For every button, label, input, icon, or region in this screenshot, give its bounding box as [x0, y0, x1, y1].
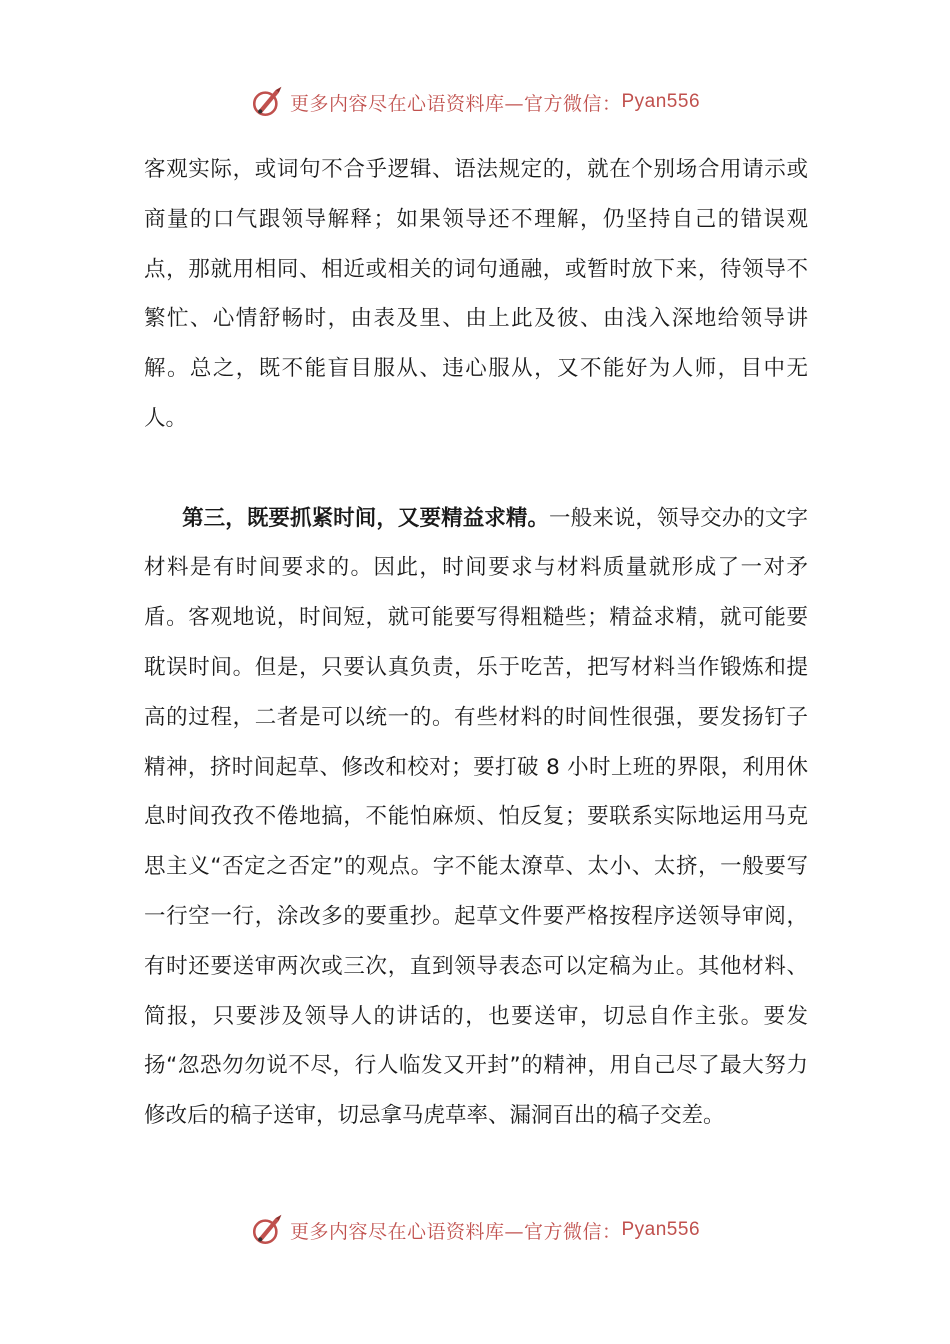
- banner-text: 更多内容尽在心语资料库—官方微信：: [289, 1220, 622, 1243]
- document-body: [144, 145, 808, 1141]
- quill-pen-logo-icon: [250, 85, 284, 119]
- paragraph-text: 一般来说，领导交办的文字材料是有时间要求的。因此，时间要求与材料质量就形成了一对矛盾。客观地说，时间短，就可能要写得粗糙些；精益求精，就可能要耽误时间。但是，只要认真负责，乐于吃苦，把写材料当作锻炼和提高的过程，二者是可以统一的。有些材料的时间性很强，要发扬钉子精神，挤时间起草、修改和校对；要打破 8 小时上班的界限，利用休息时间孜孜不倦地搞，不能怕麻烦、怕反复；要联系实际地运用马克思主义“否定之否定”的观点。字不能太潦草、太小、太挤，一般要写一行空一行，涂改多的要重抄。起草文件要严格按程序送领导审阅，有时还要送审两次或三次，直到领导表态可以定稿为止。其他材料、简报，只要涉及领导人的讲话的，也要送审，切忌自作主张。要发扬“忽恐勿勿说不尽，行人临发又开封”的精神，用自己尽了最大努力修改后的稿子送审，切忌拿马虎草率、漏洞百出的稿子交差。: [144, 505, 808, 1129]
- wechat-id: Pyan556: [621, 91, 701, 112]
- quill-pen-logo-icon: [250, 1213, 284, 1247]
- paragraph-text: 客观实际，或词句不合乎逻辑、语法规定的，就在个别场合用请示或商量的口气跟领导解释；如果领导还不理解，仍坚持自己的错误观点，那就用相同、相近或相关的词句通融，或暂时放下来，待领导不繁忙、心情舒畅时，由表及里、由上此及彼、由浅入深地给领导讲解。总之，既不能盲目服从、违心服从，又不能好为人师，目中无人。: [144, 157, 808, 431]
- footer-banner: [0, 1210, 950, 1250]
- paragraph-lead-heading: 第三，既要抓紧时间，又要精益求精。: [182, 505, 550, 531]
- wechat-id: Pyan556: [621, 1219, 701, 1240]
- paragraph-continuation: [144, 145, 808, 444]
- banner-text: 更多内容尽在心语资料库—官方微信：: [289, 92, 622, 115]
- header-banner: [0, 82, 950, 122]
- paragraph-third-point: [144, 494, 808, 1141]
